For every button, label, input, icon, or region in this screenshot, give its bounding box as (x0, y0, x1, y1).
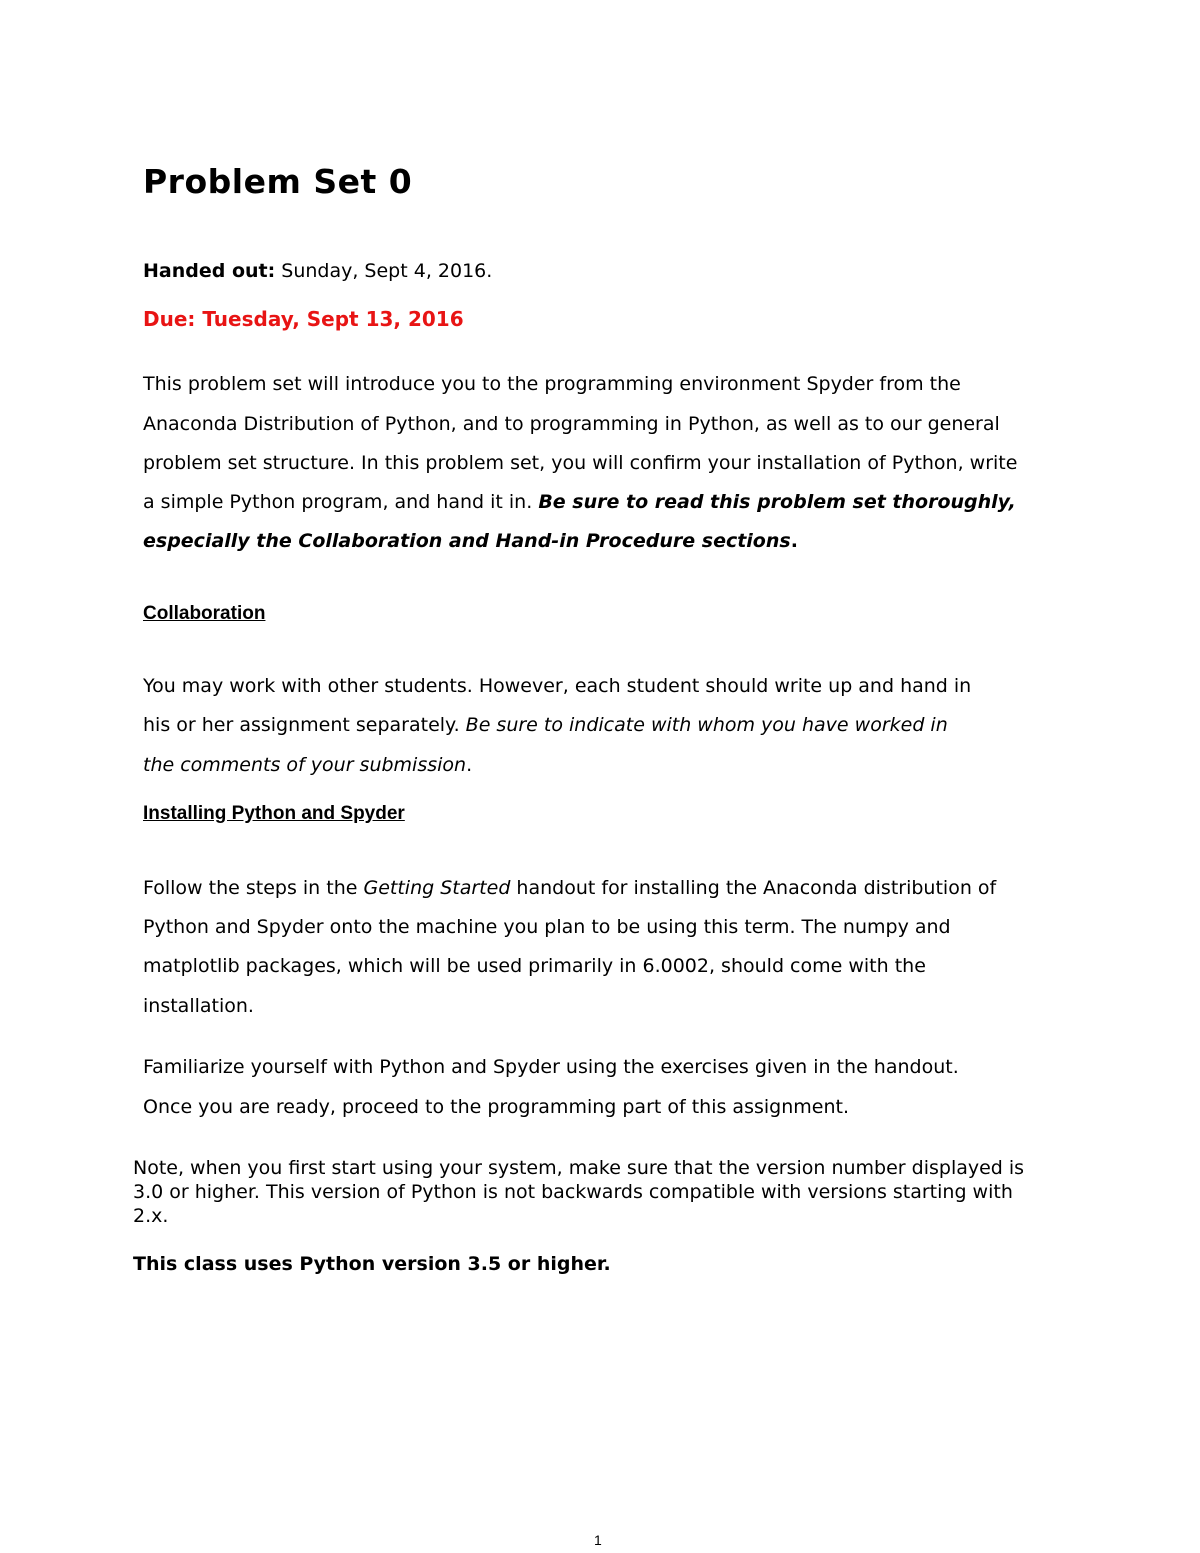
collaboration-heading: Collaboration (143, 603, 266, 624)
installing-line: Once you are ready, proceed to the programming part of this assignment. (143, 1096, 849, 1118)
handed-out-date: Sunday, Sept 4, 2016. (275, 260, 493, 282)
intro-line: problem set structure. In this problem set, you will confirm your installation of Python, write (143, 452, 1018, 474)
note-line: 3.0 or higher. This version of Python is not backwards compatible with versions starting with (133, 1181, 1013, 1203)
due-date: Due: Tuesday, Sept 13, 2016 (143, 307, 464, 331)
intro-emphasis: especially the Collaboration and Hand-in Procedure sections (143, 530, 791, 552)
version-statement: This class uses Python version 3.5 or higher. (133, 1253, 611, 1275)
note-line: 2.x. (133, 1205, 169, 1227)
installing-line (143, 876, 996, 900)
intro-text: a simple Python program, and hand it in. (143, 491, 539, 513)
collaboration-line: You may work with other students. However, each student should write up and hand in (143, 675, 972, 697)
installing-text: Follow the steps in the (143, 877, 364, 899)
handed-out-label: Handed out: (143, 260, 276, 282)
handed-out-line (143, 259, 492, 283)
page-number: 1 (594, 1532, 602, 1548)
collaboration-emphasis: the comments of your submission (143, 754, 467, 776)
note-line: Note, when you first start using your system, make sure that the version number displayed is (133, 1157, 1025, 1179)
getting-started-ref: Getting Started (363, 877, 511, 899)
intro-line (143, 490, 1016, 514)
installing-line: Familiarize yourself with Python and Spyder using the exercises given in the handout. (143, 1056, 959, 1078)
page-title: Problem Set 0 (143, 162, 413, 201)
intro-emphasis: Be sure to read this problem set thoroughly, (538, 491, 1016, 513)
intro-line: This problem set will introduce you to the programming environment Spyder from the (143, 373, 961, 395)
intro-line: Anaconda Distribution of Python, and to programming in Python, as well as to our general (143, 413, 1000, 435)
collaboration-text: his or her assignment separately. (143, 714, 466, 736)
installing-text: handout for installing the Anaconda distribution of (510, 877, 997, 899)
collaboration-line (143, 753, 472, 777)
intro-period: . (790, 530, 798, 552)
collaboration-line (143, 713, 948, 737)
installing-line: Python and Spyder onto the machine you plan to be using this term. The numpy and (143, 916, 951, 938)
installing-heading: Installing Python and Spyder (143, 803, 405, 824)
collaboration-emphasis: Be sure to indicate with whom you have worked in (465, 714, 948, 736)
installing-line: matplotlib packages, which will be used primarily in 6.0002, should come with the (143, 955, 926, 977)
collaboration-period: . (466, 754, 473, 776)
installing-line: installation. (143, 995, 254, 1017)
intro-line (143, 529, 798, 553)
